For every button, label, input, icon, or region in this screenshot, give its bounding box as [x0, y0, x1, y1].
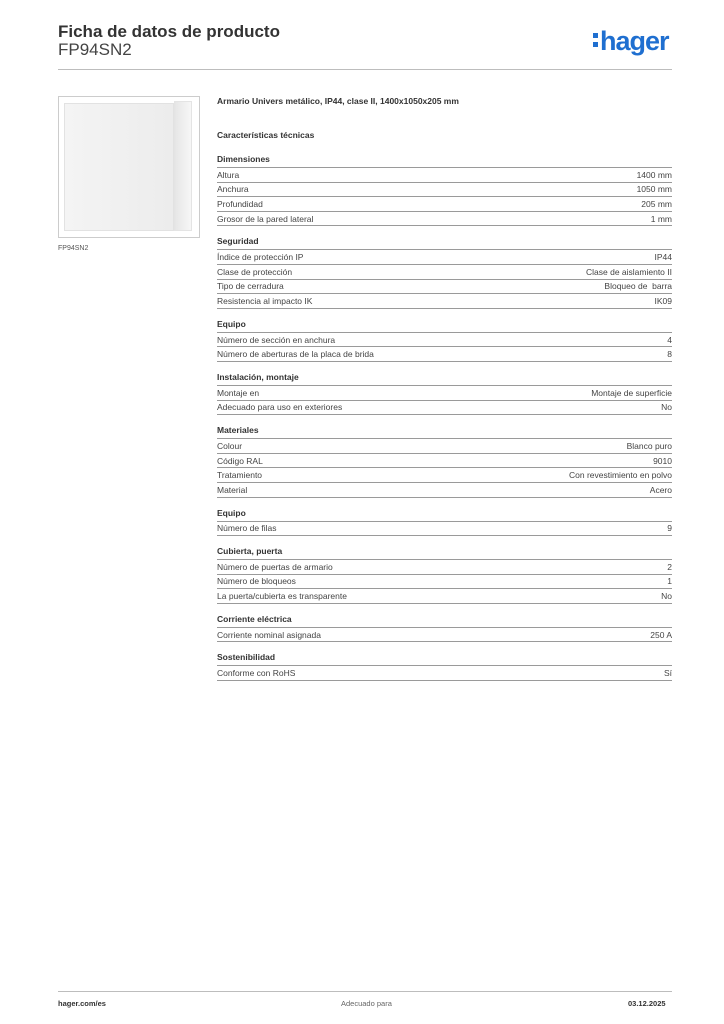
spec-value: Acero	[649, 484, 672, 495]
spec-value: 2	[667, 561, 672, 572]
spec-label: Resistencia al impacto IK	[217, 295, 313, 306]
spec-section	[217, 614, 672, 643]
spec-row	[217, 468, 672, 483]
header-divider	[58, 69, 672, 70]
spec-label: Número de filas	[217, 523, 277, 534]
spec-row	[217, 628, 672, 643]
footer-website: hager.com/es	[58, 999, 106, 1008]
spec-label: Conforme con RoHS	[217, 668, 296, 679]
spec-label: Número de bloqueos	[217, 576, 296, 587]
section-heading: Seguridad	[217, 236, 672, 250]
spec-value: IK09	[654, 295, 672, 306]
spec-row	[217, 454, 672, 469]
spec-label: Altura	[217, 169, 240, 180]
spec-row	[217, 401, 672, 416]
spec-label: Tratamiento	[217, 470, 263, 481]
spec-value: 8	[667, 349, 672, 360]
spec-row	[217, 212, 672, 227]
spec-value: 9	[667, 523, 672, 534]
spec-section	[217, 546, 672, 604]
spec-label: Colour	[217, 440, 243, 451]
spec-row	[217, 560, 672, 575]
spec-row	[217, 347, 672, 362]
section-heading: Instalación, montaje	[217, 372, 672, 386]
spec-label: Corriente nominal asignada	[217, 629, 321, 640]
cabinet-side-shape	[174, 101, 192, 231]
spec-row	[217, 265, 672, 280]
spec-value: No	[661, 402, 672, 413]
spec-row	[217, 522, 672, 537]
spec-value: 9010	[653, 455, 672, 466]
spec-label: Número de aberturas de la placa de brida	[217, 349, 374, 360]
spec-value: Montaje de superficie	[591, 387, 672, 398]
spec-sections	[217, 154, 672, 681]
spec-row	[217, 168, 672, 183]
section-heading: Sostenibilidad	[217, 652, 672, 666]
spec-row	[217, 250, 672, 265]
spec-value: 1	[667, 576, 672, 587]
hager-logo	[593, 28, 669, 55]
spec-value: Sí	[663, 668, 672, 679]
spec-value: No	[661, 591, 672, 602]
footer-date: 03.12.2025	[628, 999, 666, 1008]
spec-row	[217, 483, 672, 498]
spec-value: 250 A	[650, 629, 672, 640]
spec-row	[217, 575, 672, 590]
footer-divider	[58, 991, 672, 992]
spec-label: Material	[217, 484, 248, 495]
spec-value: Clase de aislamiento II	[586, 266, 672, 277]
spec-section	[217, 236, 672, 308]
spec-content	[217, 96, 672, 691]
spec-label: Tipo de cerradura	[217, 281, 284, 292]
spec-section	[217, 652, 672, 681]
page-title: Ficha de datos de producto	[58, 22, 280, 41]
spec-value: 4	[667, 334, 672, 345]
spec-label: Índice de protección IP	[217, 252, 304, 263]
cabinet-front-shape	[64, 103, 174, 231]
spec-value: 205 mm	[641, 198, 672, 209]
spec-label: Grosor de la pared lateral	[217, 213, 314, 224]
spec-section	[217, 319, 672, 362]
spec-section	[217, 154, 672, 226]
logo-text: hager	[600, 26, 669, 56]
image-caption: FP94SN2	[58, 245, 89, 252]
spec-label: Número de puertas de armario	[217, 561, 333, 572]
spec-row	[217, 294, 672, 309]
spec-label: Montaje en	[217, 387, 260, 398]
section-heading: Equipo	[217, 508, 672, 522]
footer-note: Adecuado para	[341, 999, 392, 1008]
product-image	[58, 96, 200, 238]
spec-value: 1050 mm	[636, 184, 672, 195]
spec-section	[217, 508, 672, 537]
spec-row	[217, 333, 672, 348]
spec-value: Con revestimiento en polvo	[568, 470, 672, 481]
tech-characteristics-title: Características técnicas	[217, 130, 315, 140]
spec-value: 1400 mm	[636, 169, 672, 180]
spec-section	[217, 425, 672, 497]
spec-label: Profundidad	[217, 198, 263, 209]
spec-label: Número de sección en anchura	[217, 334, 336, 345]
section-heading: Corriente eléctrica	[217, 614, 672, 628]
spec-row	[217, 589, 672, 604]
section-heading: Materiales	[217, 425, 672, 439]
spec-value: IP44	[654, 252, 672, 263]
spec-row	[217, 666, 672, 681]
product-code: FP94SN2	[58, 40, 132, 59]
spec-row	[217, 439, 672, 454]
spec-value: Bloqueo de barra	[604, 281, 672, 292]
logo-dots-icon	[593, 32, 599, 50]
spec-label: La puerta/cubierta es transparente	[217, 591, 347, 602]
section-heading: Cubierta, puerta	[217, 546, 672, 560]
spec-row	[217, 183, 672, 198]
spec-row	[217, 280, 672, 295]
spec-section	[217, 372, 672, 415]
section-heading: Equipo	[217, 319, 672, 333]
spec-value: Blanco puro	[626, 440, 672, 451]
section-heading: Dimensiones	[217, 154, 672, 168]
spec-value: 1 mm	[650, 213, 672, 224]
spec-label: Clase de protección	[217, 266, 293, 277]
spec-label: Código RAL	[217, 455, 263, 466]
spec-row	[217, 386, 672, 401]
spec-row	[217, 197, 672, 212]
spec-label: Anchura	[217, 184, 249, 195]
spec-label: Adecuado para uso en exteriores	[217, 402, 343, 413]
product-title: Armario Univers metálico, IP44, clase II, 1400x1050x205 mm	[217, 96, 459, 106]
